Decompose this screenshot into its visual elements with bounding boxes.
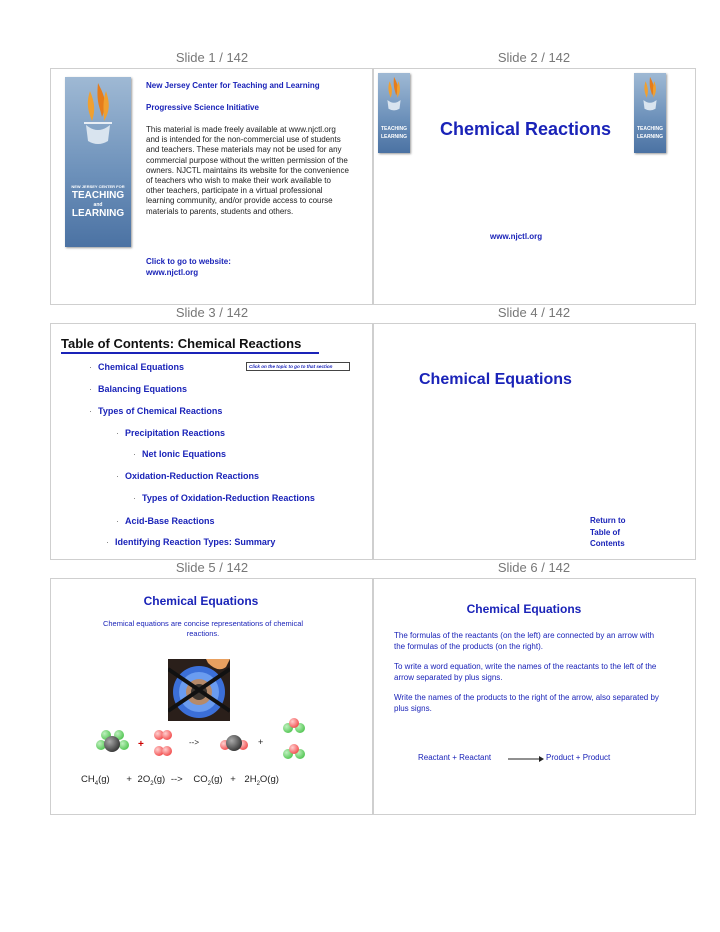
word-equation-right: Product + Product: [546, 753, 611, 762]
slide-3[interactable]: [50, 323, 373, 560]
right-arrow-icon: [508, 755, 544, 763]
toc-item-types-of-reactions[interactable]: · Types of Chemical Reactions: [89, 406, 223, 416]
slide6-para-1: The formulas of the reactants (on the left) are connected by an arrow with the formulas of the products (on the right).: [394, 631, 655, 651]
slide-6[interactable]: [373, 578, 696, 815]
toc-title-underline: [61, 352, 319, 354]
combustion-equation: [81, 774, 279, 787]
logo-line4: LEARNING: [71, 208, 125, 219]
slide-label-1: Slide 1 / 142: [175, 50, 249, 65]
slide5-title: Chemical Equations: [143, 594, 259, 608]
eq-plus-1: +: [126, 774, 132, 785]
eq-ch4: $CH_4(g)$: [81, 774, 110, 787]
return-line2: Table of: [590, 527, 621, 537]
logo-line3: and: [93, 202, 103, 208]
slide-label-2: Slide 2 / 142: [497, 50, 571, 65]
return-line3: Contents: [590, 539, 625, 548]
flame-icon: [383, 75, 405, 115]
return-to-toc-link[interactable]: [590, 515, 626, 550]
return-line1: Return to: [590, 516, 626, 525]
slide6-title: Chemical Equations: [466, 602, 582, 616]
reaction-plus-1: +: [138, 739, 144, 750]
toc-item-precipitation[interactable]: · Precipitation Reactions: [116, 428, 226, 438]
njctl-logo: [65, 77, 131, 247]
flame-icon: [639, 75, 661, 115]
reaction-plus-2: +: [258, 737, 264, 747]
njctl-logo-right: [634, 73, 666, 153]
toc-title: Table of Contents: Chemical Reactions: [61, 336, 302, 351]
toc-item-types-redox[interactable]: · Types of Oxidation-Reduction Reactions: [133, 493, 315, 503]
slide5-subtitle: Chemical equations are concise representations of chemical reactions.: [102, 619, 304, 638]
org-name: New Jersey Center for Teaching and Learning: [146, 81, 320, 90]
njctl-logo-left: [378, 73, 410, 153]
toc-item-acid-base[interactable]: · Acid-Base Reactions: [116, 516, 215, 526]
initiative-name: Progressive Science Initiative: [146, 103, 259, 112]
website-link-label[interactable]: Click to go to website:: [146, 257, 231, 266]
slide-label-5: Slide 5 / 142: [175, 560, 249, 575]
logo-line2: TEACHING: [71, 190, 125, 201]
slide-1[interactable]: [50, 68, 373, 305]
toc-item-chemical-equations[interactable]: · Chemical Equations: [89, 362, 185, 372]
toc-item-net-ionic[interactable]: · Net Ionic Equations: [133, 449, 227, 459]
reaction-arrow: -->: [189, 738, 199, 747]
website-link-url[interactable]: www.njctl.org: [146, 268, 199, 277]
slide-4[interactable]: [373, 323, 696, 560]
slide4-title: Chemical Equations: [419, 371, 572, 388]
word-equation-left: Reactant + Reactant: [418, 753, 492, 762]
eq-plus-2: +: [230, 774, 236, 785]
flame-icon: [78, 81, 118, 151]
license-text: This material is made freely available at www.njctl.org and is intended for the non-commercial use of students and teachers. These materials may not be used for any commercial purpose without the written permission of the owners. NJCTL maintains its website for the convenience of teachers who wish to make their work available to other teachers, participate in a virtual professional learning community, and/or provide access to course materials to parents, students and others.: [146, 125, 349, 216]
toc-item-summary[interactable]: · Identifying Reaction Types: Summary: [106, 537, 276, 547]
logo-right-line4: LEARNING: [636, 134, 664, 140]
slide-label-6: Slide 6 / 142: [497, 560, 571, 575]
slide6-para-3: Write the names of the products to the right of the arrow, also separated by plus signs.: [394, 693, 659, 713]
slide2-title: Chemical Reactions: [440, 119, 612, 139]
eq-h2o: $2H_2O(g)$: [244, 774, 279, 787]
slide-2[interactable]: [373, 68, 696, 305]
slide6-para-2: To write a word equation, write the names of the reactants to the left of the arrow separated by plus signs.: [394, 662, 657, 682]
eq-arrow: -->: [170, 774, 183, 785]
slide2-url[interactable]: www.njctl.org: [490, 232, 543, 241]
logo-right-line2: TEACHING: [636, 126, 664, 132]
toc-hint-box: Click on the topic to go to that section: [246, 362, 350, 371]
eq-co2: $CO_2(g)$: [193, 774, 223, 787]
slide-label-3: Slide 3 / 142: [175, 305, 249, 320]
toc-item-oxidation-reduction[interactable]: · Oxidation-Reduction Reactions: [116, 471, 260, 481]
gas-flame-photo: [168, 659, 230, 721]
slide-5[interactable]: [50, 578, 373, 815]
eq-o2: $2O_2(g)$: [137, 774, 166, 787]
toc-item-balancing-equations[interactable]: · Balancing Equations: [89, 384, 188, 394]
logo-line1: NEW JERSEY CENTER FOR: [71, 184, 125, 189]
slide-label-4: Slide 4 / 142: [497, 305, 571, 320]
logo-left-line4: LEARNING: [380, 134, 408, 140]
logo-left-line2: TEACHING: [380, 126, 408, 132]
